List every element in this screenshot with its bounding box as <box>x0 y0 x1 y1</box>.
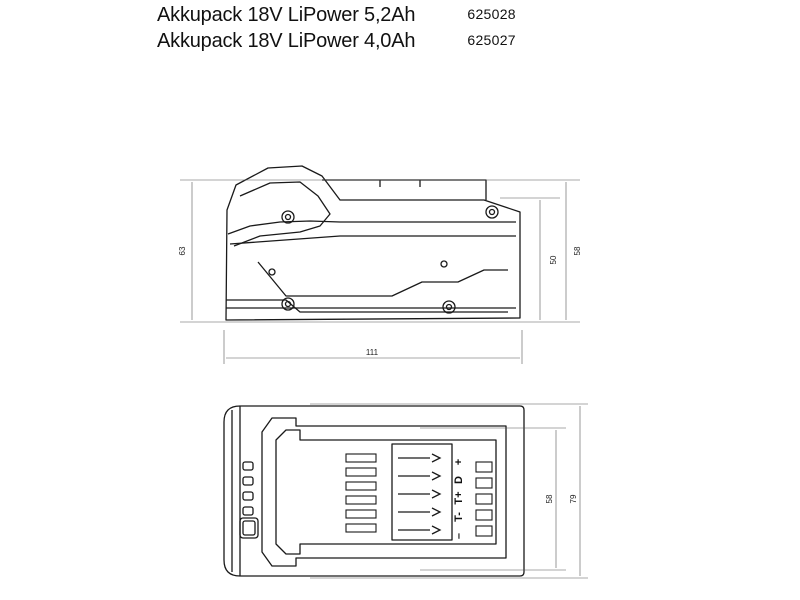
terminal-label-plus: + <box>453 458 465 466</box>
top-view <box>224 406 524 576</box>
product-name: Akkupack 18V LiPower 5,2Ah <box>157 4 416 26</box>
top-view-dimensions <box>310 404 588 578</box>
terminal-contacts <box>398 454 440 534</box>
cooling-slots <box>346 454 492 536</box>
dim-height-total: 63 <box>178 246 187 256</box>
terminal-label-t-plus: T+ <box>453 491 465 505</box>
dim-length: 111 <box>365 348 379 357</box>
dim-height-inner: 50 <box>549 255 558 265</box>
dim-width-inner: 58 <box>545 494 554 504</box>
dim-height-body: 58 <box>573 246 582 256</box>
product-number: 625028 <box>467 6 516 22</box>
terminal-label-t-minus: T- <box>453 512 465 522</box>
terminal-label-d: D <box>453 476 465 484</box>
terminal-label-minus: – <box>453 532 465 540</box>
product-name: Akkupack 18V LiPower 4,0Ah <box>157 30 416 52</box>
dim-width-total: 79 <box>569 494 578 504</box>
side-view <box>226 166 520 320</box>
product-number: 625027 <box>467 32 516 48</box>
